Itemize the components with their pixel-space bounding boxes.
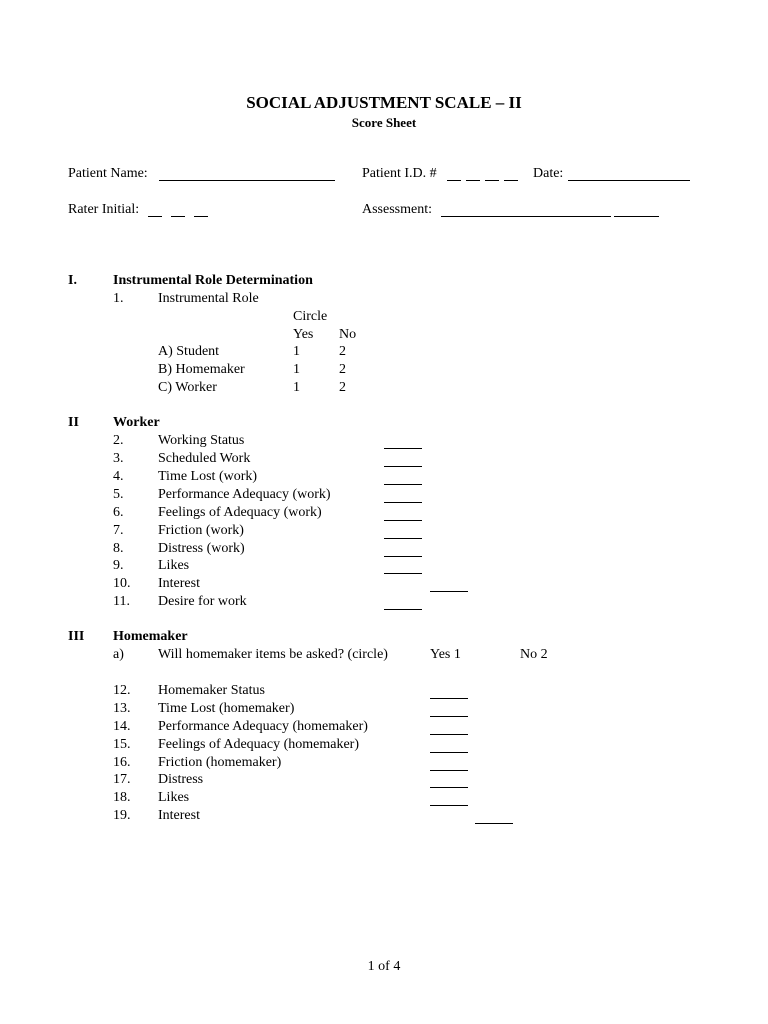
role-label: C) Worker <box>158 380 217 395</box>
score-field[interactable] <box>384 502 422 503</box>
patient-id-label: Patient I.D. # <box>362 166 437 181</box>
homemaker-question: Will homemaker items be asked? (circle) <box>158 647 388 662</box>
item-number: 16. <box>113 755 131 770</box>
item-number: 15. <box>113 737 131 752</box>
form-title: SOCIAL ADJUSTMENT SCALE – II <box>246 93 522 112</box>
patient-name-label: Patient Name: <box>68 166 148 181</box>
patient-id-digit-field[interactable] <box>504 180 518 181</box>
date-field[interactable] <box>568 180 690 181</box>
item-number: 1. <box>113 291 124 306</box>
item-label: Friction (homemaker) <box>158 755 282 770</box>
item-label: Interest <box>158 808 200 823</box>
score-field[interactable] <box>430 716 468 717</box>
item-label: Performance Adequacy (work) <box>158 487 331 502</box>
item-number: 2. <box>113 433 124 448</box>
patient-id-digit-field[interactable] <box>447 180 461 181</box>
section-2-numeral: II <box>68 415 79 430</box>
item-label: Performance Adequacy (homemaker) <box>158 719 368 734</box>
page-number: 1 of 4 <box>367 959 401 974</box>
role-yes-option[interactable]: 1 <box>293 362 300 377</box>
question-number: a) <box>113 647 124 662</box>
score-field[interactable] <box>384 448 422 449</box>
date-label: Date: <box>533 166 564 181</box>
rater-initial-field[interactable] <box>194 216 208 217</box>
score-field[interactable] <box>430 752 468 753</box>
role-label: A) Student <box>158 344 220 359</box>
no-header: No <box>339 327 357 342</box>
score-field[interactable] <box>475 823 513 824</box>
role-no-option[interactable]: 2 <box>339 362 346 377</box>
homemaker-no-option[interactable]: No 2 <box>520 647 548 662</box>
item-label: Feelings of Adequacy (homemaker) <box>158 737 359 752</box>
item-number: 10. <box>113 576 131 591</box>
score-field[interactable] <box>384 609 422 610</box>
patient-id-digit-field[interactable] <box>466 180 480 181</box>
score-field[interactable] <box>430 770 468 771</box>
score-field[interactable] <box>384 538 422 539</box>
item-number: 19. <box>113 808 131 823</box>
score-field[interactable] <box>384 573 422 574</box>
role-yes-option[interactable]: 1 <box>293 344 300 359</box>
item-number: 14. <box>113 719 131 734</box>
score-field[interactable] <box>430 734 468 735</box>
item-number: 18. <box>113 790 131 805</box>
section-3-numeral: III <box>68 629 85 644</box>
item-number: 5. <box>113 487 124 502</box>
role-label: B) Homemaker <box>158 362 245 377</box>
item-label: Distress (work) <box>158 541 245 556</box>
assessment-field[interactable] <box>441 216 611 217</box>
section-1-title: Instrumental Role Determination <box>113 273 313 288</box>
score-field[interactable] <box>430 787 468 788</box>
item-label: Scheduled Work <box>158 451 251 466</box>
item-number: 4. <box>113 469 124 484</box>
patient-name-field[interactable] <box>159 180 335 181</box>
score-field[interactable] <box>430 698 468 699</box>
item-number: 11. <box>113 594 130 609</box>
section-3-title: Homemaker <box>113 629 188 644</box>
item-label: Working Status <box>158 433 245 448</box>
assessment-extra-field[interactable] <box>614 216 659 217</box>
assessment-label: Assessment: <box>362 202 432 217</box>
rater-initial-field[interactable] <box>171 216 185 217</box>
form-subtitle: Score Sheet <box>351 115 417 130</box>
section-1-numeral: I. <box>68 273 77 288</box>
item-number: 6. <box>113 505 124 520</box>
score-field[interactable] <box>430 591 468 592</box>
score-field[interactable] <box>384 520 422 521</box>
homemaker-yes-option[interactable]: Yes 1 <box>430 647 461 662</box>
score-field[interactable] <box>430 805 468 806</box>
score-field[interactable] <box>384 466 422 467</box>
item-label: Likes <box>158 790 190 805</box>
role-no-option[interactable]: 2 <box>339 344 346 359</box>
item-number: 3. <box>113 451 124 466</box>
role-yes-option[interactable]: 1 <box>293 380 300 395</box>
rater-initial-field[interactable] <box>148 216 162 217</box>
item-label: Distress <box>158 772 204 787</box>
item-label: Friction (work) <box>158 523 244 538</box>
item-label: Desire for work <box>158 594 247 609</box>
section-2-title: Worker <box>113 415 160 430</box>
role-no-option[interactable]: 2 <box>339 380 346 395</box>
score-field[interactable] <box>384 556 422 557</box>
item-number: 17. <box>113 772 131 787</box>
item-label: Instrumental Role <box>158 291 259 306</box>
patient-id-digit-field[interactable] <box>485 180 499 181</box>
item-label: Likes <box>158 558 190 573</box>
item-label: Time Lost (homemaker) <box>158 701 295 716</box>
item-label: Homemaker Status <box>158 683 265 698</box>
yes-header: Yes <box>293 327 314 342</box>
score-field[interactable] <box>384 484 422 485</box>
item-label: Interest <box>158 576 200 591</box>
item-label: Time Lost (work) <box>158 469 258 484</box>
item-label: Feelings of Adequacy (work) <box>158 505 322 520</box>
item-number: 13. <box>113 701 131 716</box>
rater-initial-label: Rater Initial: <box>68 202 140 217</box>
circle-header: Circle <box>293 309 328 324</box>
item-number: 8. <box>113 541 124 556</box>
item-number: 12. <box>113 683 131 698</box>
item-number: 9. <box>113 558 124 573</box>
item-number: 7. <box>113 523 124 538</box>
